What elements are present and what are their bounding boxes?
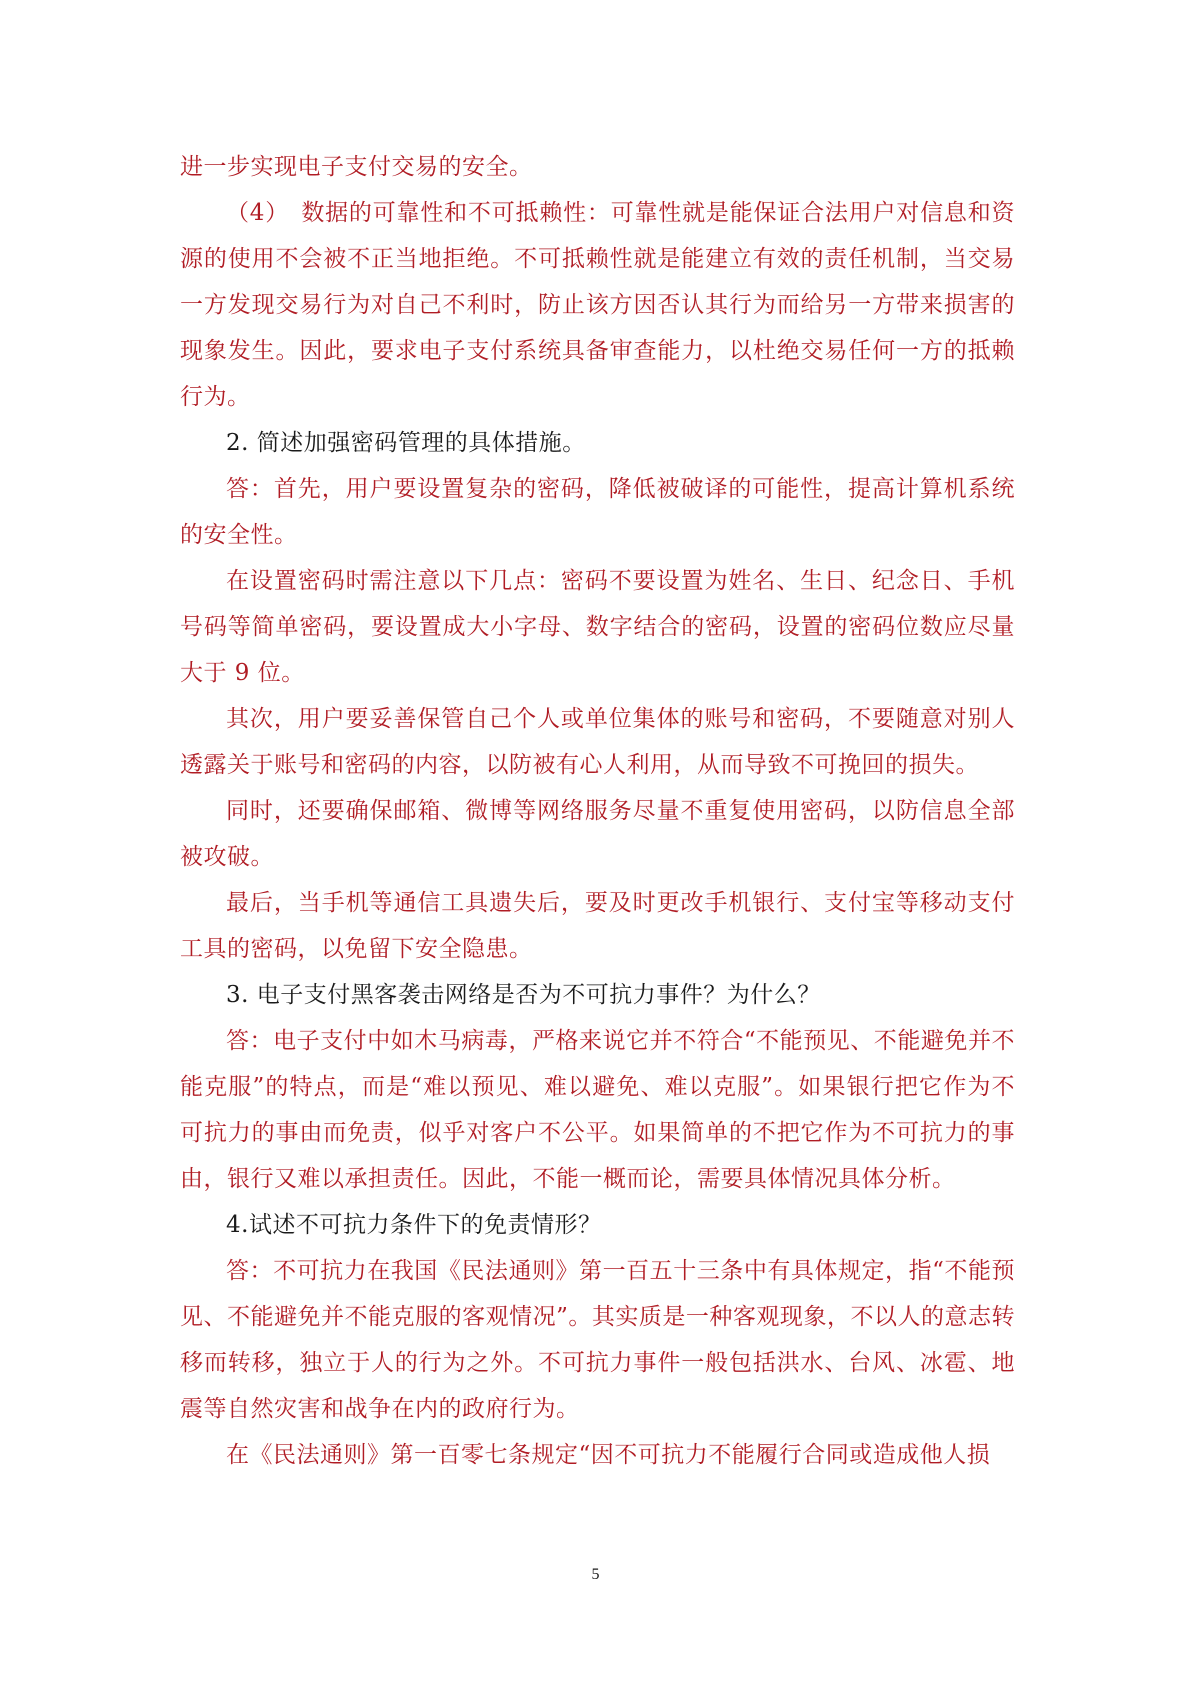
paragraph-2: （4） 数据的可靠性和不可抵赖性：可靠性就是能保证合法用户对信息和资源的使用不会被不正当地拒绝。不可抵赖性就是能建立有效的责任机制，当交易一方发现交易行为对自己不利时，防止该方因否认其行为而给另一方带来损害的现象发生。因此，要求电子支付系统具备审查能力，以杜绝交易任何一方的抵赖行为。	[180, 200, 1015, 410]
body-text	[180, 144, 1015, 1478]
paragraph-7: 同时，还要确保邮箱、微博等网络服务尽量不重复使用密码，以防信息全部被攻破。	[180, 798, 1015, 870]
question-4-heading: 4.试述不可抗力条件下的免责情形？	[226, 1212, 602, 1238]
paragraph-13: 在《民法通则》第一百零七条规定“因不可抗力不能履行合同或造成他人损	[226, 1442, 991, 1468]
paragraph-12: 答：不可抗力在我国《民法通则》第一百五十三条中有具体规定，指“不能预见、不能避免并不能克服的客观情况”。其实质是一种客观现象，不以人的意志转移而转移，独立于人的行为之外。不可抗力事件一般包括洪水、台风、冰雹、地震等自然灾害和战争在内的政府行为。	[180, 1258, 1015, 1422]
paragraph-8: 最后，当手机等通信工具遗失后，要及时更改手机银行、支付宝等移动支付工具的密码，以免留下安全隐患。	[180, 890, 1015, 962]
paragraph-1: 进一步实现电子支付交易的安全。	[180, 154, 533, 180]
page-number: 5	[591, 1566, 600, 1583]
paragraph-4: 答：首先，用户要设置复杂的密码，降低被破译的可能性，提高计算机系统的安全性。	[180, 476, 1015, 548]
question-3-heading: 3. 电子支付黑客袭击网络是否为不可抗力事件？为什么？	[226, 982, 821, 1008]
paragraph-6: 其次，用户要妥善保管自己个人或单位集体的账号和密码，不要随意对别人透露关于账号和密码的内容，以防被有心人利用，从而导致不可挽回的损失。	[180, 706, 1015, 778]
paragraph-10: 答：电子支付中如木马病毒，严格来说它并不符合“不能预见、不能避免并不能克服”的特点，而是“难以预见、难以避免、难以克服”。如果银行把它作为不可抗力的事由而免责，似乎对客户不公平。如果简单的不把它作为不可抗力的事由，银行又难以承担责任。因此，不能一概而论，需要具体情况具体分析。	[180, 1028, 1015, 1192]
paragraph-5: 在设置密码时需注意以下几点：密码不要设置为姓名、生日、纪念日、手机号码等简单密码，要设置成大小字母、数字结合的密码，设置的密码位数应尽量大于 9 位。	[180, 568, 1015, 686]
question-2-heading: 2. 简述加强密码管理的具体措施。	[226, 430, 586, 456]
